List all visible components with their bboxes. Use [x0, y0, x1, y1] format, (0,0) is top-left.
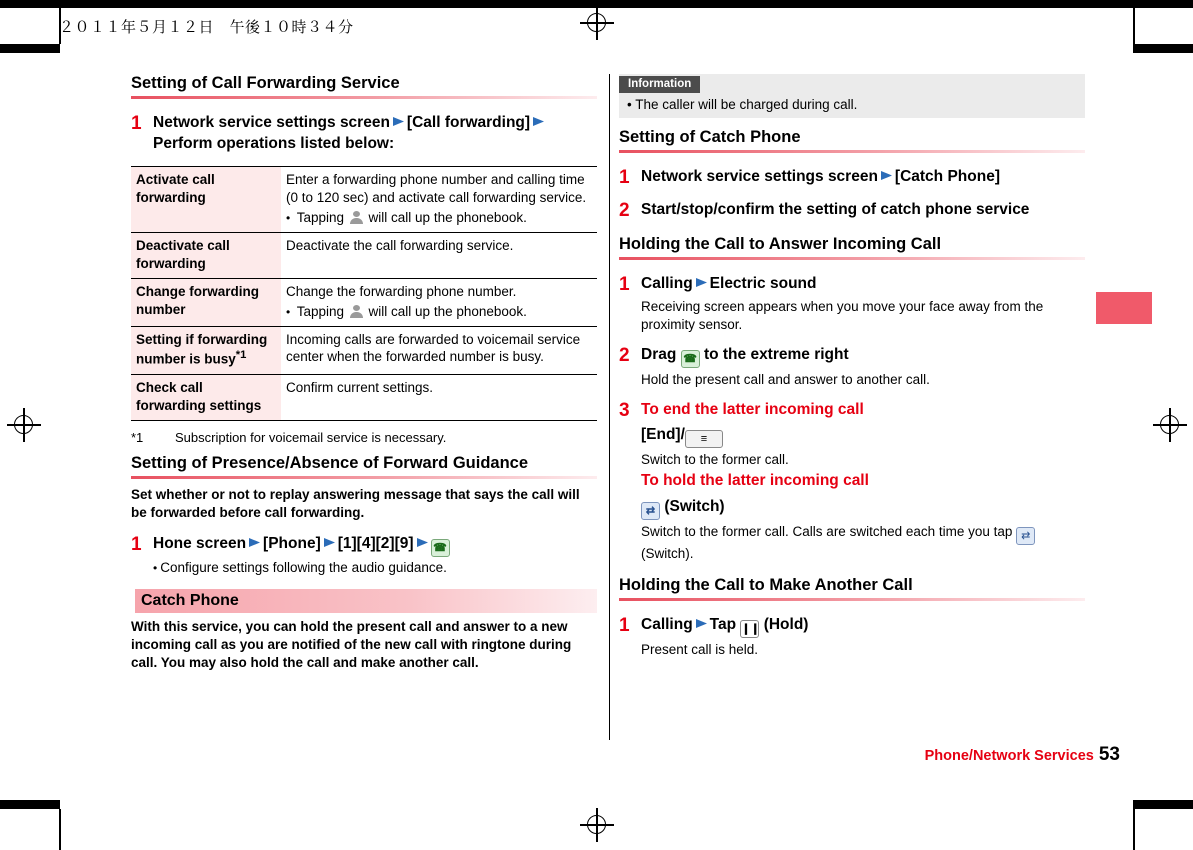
table-row — [131, 278, 597, 326]
phonebook-icon — [348, 303, 365, 319]
arrow-icon — [246, 535, 263, 549]
step-number: 1 — [131, 113, 142, 134]
heading-call-forwarding — [131, 74, 597, 102]
heading-text: Holding the Call to Make Another Call — [619, 575, 913, 594]
registration-mark-top — [580, 6, 614, 40]
step-1-left — [131, 113, 597, 155]
footnote — [131, 430, 597, 445]
option-key: Check call forwarding settings — [131, 374, 281, 420]
heading-text: Setting of Call Forwarding Service — [131, 74, 400, 92]
option-value-text: Enter a forwarding phone number and calling time (0 to 120 sec) and activate call forwarding service. — [286, 171, 587, 205]
heading-holding-another-call — [619, 576, 1085, 604]
bullet-post: will call up the phonebook. — [368, 303, 527, 319]
top-black-band-right — [1133, 44, 1193, 53]
step-text-b: [Catch Phone] — [894, 168, 1000, 185]
registration-mark-right — [1153, 408, 1187, 442]
end-latter-call-title: To end the latter incoming call — [641, 400, 864, 418]
arrow-icon — [530, 114, 547, 128]
registration-circle — [1160, 415, 1179, 434]
catch-phone-description: With this service, you can hold the present call and answer to a new incoming call as you are notified of the new call with ringtone during call. You may also hold the call and make another call. — [131, 618, 572, 671]
heading-text: Setting of Presence/Absence of Forward Guidance — [131, 453, 529, 472]
option-value: Incoming calls are forwarded to voicemail service center when the forwarded number is busy. — [281, 326, 597, 374]
step-number: 3 — [619, 399, 630, 421]
step-text-c: [1][4][2][9] — [337, 534, 414, 552]
option-key: Deactivate call forwarding — [131, 232, 281, 278]
information-bullet: • — [627, 97, 632, 112]
step-text — [641, 274, 1085, 334]
step-number: 2 — [619, 199, 630, 221]
step-2-catch-phone — [619, 200, 1085, 222]
information-tag: Information — [619, 76, 700, 93]
right-column — [619, 74, 1085, 659]
page-footer — [925, 744, 1120, 766]
desc-pre: Switch to the former call. Calls are switched each time you tap — [641, 523, 1013, 539]
answer-call-icon[interactable]: ☎ — [681, 350, 700, 368]
step-text-c: Perform operations listed below: — [153, 134, 395, 152]
step-text — [153, 534, 597, 577]
step-text: Start/stop/confirm the setting of catch phone service — [641, 200, 1030, 218]
step-description: Switch to the former call. — [641, 451, 789, 467]
switch-label: (Switch) — [664, 497, 725, 515]
option-value: Deactivate the call forwarding service. — [281, 232, 597, 278]
footnote-marker: *1 — [235, 349, 247, 362]
arrow-icon — [693, 275, 710, 289]
option-key-main: Setting if forwarding number is busy — [136, 331, 268, 367]
footnote-number: *1 — [131, 429, 144, 445]
menu-key-icon[interactable]: ≡ — [685, 430, 723, 448]
step-1-catch-phone — [619, 167, 1085, 189]
step-text-b: [Call forwarding] — [406, 114, 531, 131]
step-number: 2 — [619, 344, 630, 366]
band-heading-catch-phone: Catch Phone — [131, 589, 597, 613]
top-black-band — [0, 44, 60, 53]
step-text — [641, 345, 1085, 389]
footnote-text: Subscription for voicemail service is necessary. — [175, 429, 447, 445]
step-text-c: (Hold) — [763, 615, 809, 633]
step-text-a: Calling — [641, 615, 693, 633]
forward-guidance-lead: Set whether or not to replay answering message that says the call will be forwarded before call forwarding. — [131, 486, 580, 521]
step-text-a: Calling — [641, 274, 693, 292]
page-number: 53 — [1098, 744, 1120, 765]
step-3-holding-answer — [619, 400, 1085, 563]
heading-rule — [131, 96, 597, 99]
arrow-icon — [414, 535, 431, 549]
step-description: Hold the present call and answer to another call. — [641, 371, 930, 387]
step-1-holding-another-call — [619, 615, 1085, 659]
step-description: Present call is held. — [641, 641, 759, 657]
step-text — [641, 167, 1085, 189]
information-box — [619, 74, 1085, 118]
option-bullet — [286, 303, 592, 321]
hold-icon[interactable]: ❙❙ — [740, 620, 759, 638]
registration-mark-left — [7, 408, 41, 442]
registration-circle — [587, 815, 606, 834]
step-number: 1 — [619, 167, 630, 188]
print-date: ２０１１年５月１２日 午後１０時３４分 — [59, 18, 354, 36]
left-column — [131, 74, 597, 673]
table-row — [131, 166, 597, 232]
step-1-forward-guidance — [131, 534, 597, 577]
footer-section: Phone/Network Services — [924, 748, 1094, 764]
step-2-holding-answer — [619, 345, 1085, 389]
desc-post: (Switch). — [641, 545, 694, 561]
step-text-a: Network service settings screen — [153, 114, 390, 131]
step-description-2 — [641, 523, 1085, 563]
heading-rule — [619, 257, 1085, 260]
option-value: Confirm current settings. — [281, 374, 597, 420]
bullet-post: will call up the phonebook. — [368, 209, 527, 225]
arrow-icon — [390, 114, 407, 128]
arrow-icon — [878, 168, 895, 182]
step-number: 1 — [131, 533, 142, 555]
switch-icon[interactable]: ⇄ — [1016, 527, 1035, 545]
option-bullet — [286, 209, 592, 227]
edge-thumb-tab — [1096, 292, 1152, 324]
option-value-text: Change the forwarding phone number. — [286, 283, 517, 299]
heading-rule — [131, 476, 597, 479]
step-description: Receiving screen appears when you move your face away from the proximity sensor. — [641, 298, 1044, 332]
arrow-icon — [321, 535, 338, 549]
registration-mark-bottom — [580, 808, 614, 842]
registration-circle — [14, 415, 33, 434]
step-text-a: Hone screen — [153, 534, 247, 552]
arrow-icon — [693, 616, 710, 630]
step-text — [641, 400, 1085, 563]
heading-rule — [619, 598, 1085, 601]
step-number: 1 — [619, 614, 630, 636]
step-text-b: to the extreme right — [703, 345, 849, 363]
table-row — [131, 374, 597, 420]
step-number: 1 — [619, 273, 630, 295]
end-key-row — [641, 425, 1085, 448]
switch-icon[interactable]: ⇄ — [641, 502, 660, 520]
step-1-holding-answer — [619, 274, 1085, 334]
step-bullet: • Configure settings following the audio guidance. — [153, 559, 597, 577]
heading-rule — [619, 150, 1085, 153]
step-text-b: [Phone] — [263, 534, 321, 552]
column-separator — [609, 74, 610, 740]
step-text — [153, 113, 597, 155]
table-row — [131, 232, 597, 278]
heading-holding-answer — [619, 235, 1085, 263]
option-key: Change forwarding number — [131, 278, 281, 326]
registration-circle — [587, 13, 606, 32]
end-key-label: [End]/ — [641, 425, 685, 443]
dial-icon[interactable]: ☎ — [431, 539, 450, 557]
bottom-black-band — [0, 800, 60, 809]
option-key: Activate call forwarding — [131, 166, 281, 232]
option-value — [281, 278, 597, 326]
left-vertical-trim-bottom — [59, 809, 61, 850]
heading-setting-catch-phone — [619, 128, 1085, 156]
heading-text: Holding the Call to Answer Incoming Call — [619, 234, 942, 253]
table-row — [131, 326, 597, 374]
heading-text: Setting of Catch Phone — [619, 128, 801, 146]
phonebook-icon — [348, 209, 365, 225]
heading-forward-guidance — [131, 454, 597, 482]
right-vertical-trim-bottom — [1133, 809, 1135, 850]
step-text-a: Drag — [641, 345, 677, 363]
step-text-b: Tap — [709, 615, 737, 633]
bullet-pre: Tapping — [296, 209, 345, 225]
step-text-b: Electric sound — [709, 274, 817, 292]
information-text — [619, 93, 1085, 112]
step-text-a: Network service settings screen — [641, 168, 878, 185]
bullet-pre: Tapping — [296, 303, 345, 319]
information-body: The caller will be charged during call. — [635, 97, 858, 112]
option-value — [281, 166, 597, 232]
call-forwarding-options-table — [131, 166, 597, 421]
bottom-black-band-right — [1133, 800, 1193, 809]
option-key — [131, 326, 281, 374]
hold-latter-call-title: To hold the latter incoming call — [641, 471, 869, 489]
step-text — [641, 615, 1085, 659]
switch-row — [641, 497, 1085, 520]
right-vertical-trim — [1133, 0, 1135, 44]
